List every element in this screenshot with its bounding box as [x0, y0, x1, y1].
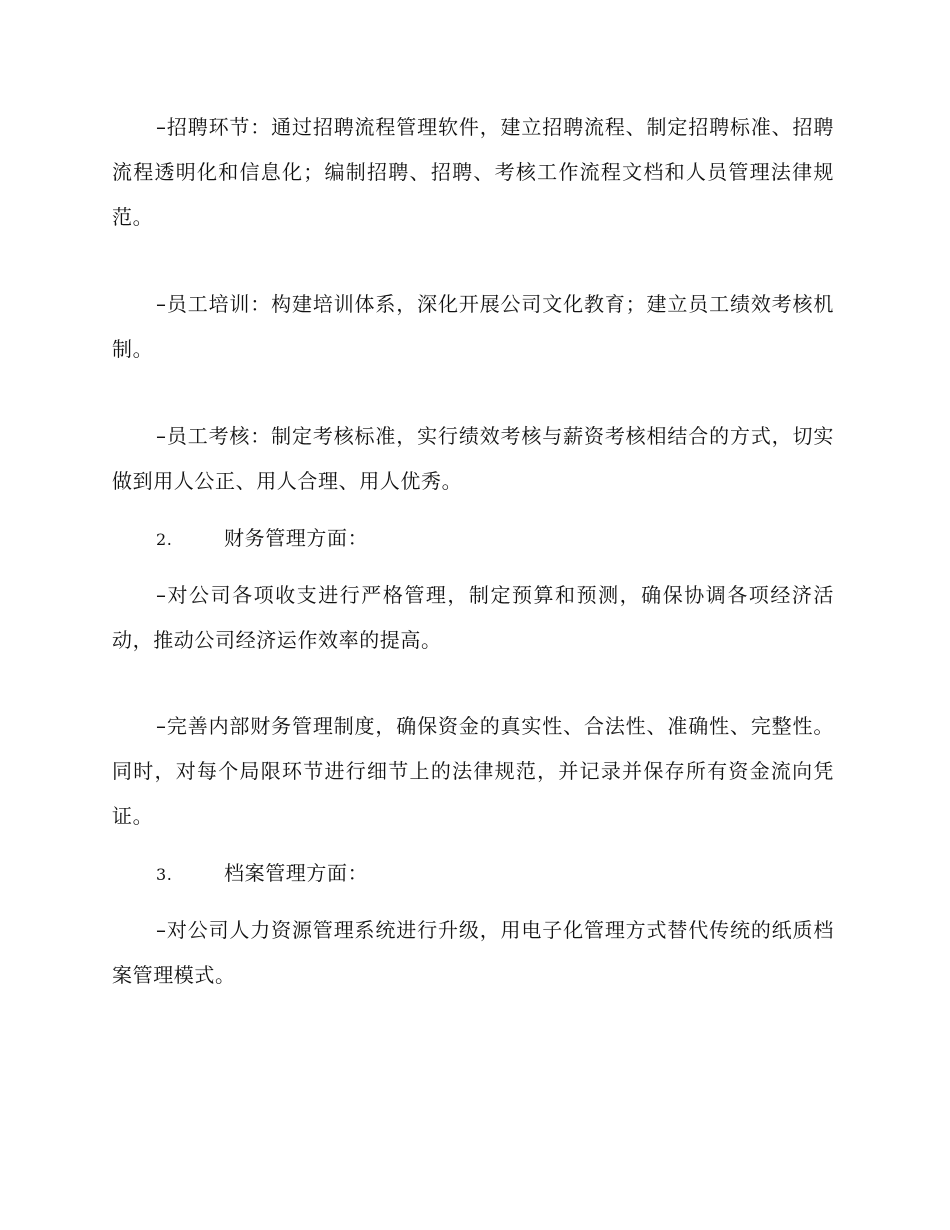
- paragraph-financial-system: –完善内部财务管理制度，确保资金的真实性、合法性、准确性、完整性。同时，对每个局限环节进行细节上的法律规范，并记录并保存所有资金流向凭证。: [112, 714, 834, 828]
- paragraph-budget: –对公司各项收支进行严格管理，制定预算和预测，确保协调各项经济活动，推动公司经济运作效率的提高。: [112, 583, 834, 652]
- section-number: 2.: [156, 530, 173, 549]
- paragraph-training: –员工培训：构建培训体系，深化开展公司文化教育；建立员工绩效考核机制。: [112, 292, 834, 361]
- paragraph-assessment: –员工考核：制定考核标准，实行绩效考核与薪资考核相结合的方式，切实做到用人公正、用人合理、用人优秀。: [112, 424, 834, 493]
- section-heading-archives: [156, 851, 368, 897]
- section-number: 3.: [156, 865, 173, 884]
- section-heading-finance: [156, 516, 368, 562]
- section-title: 档案管理方面：: [224, 861, 369, 885]
- paragraph-recruitment: –招聘环节：通过招聘流程管理软件，建立招聘流程、制定招聘标准、招聘流程透明化和信息化；编制招聘、招聘、考核工作流程文档和人员管理法律规范。: [112, 115, 834, 229]
- paragraph-archives: –对公司人力资源管理系统进行升级，用电子化管理方式替代传统的纸质档案管理模式。: [112, 918, 834, 987]
- section-title: 财务管理方面：: [224, 526, 369, 550]
